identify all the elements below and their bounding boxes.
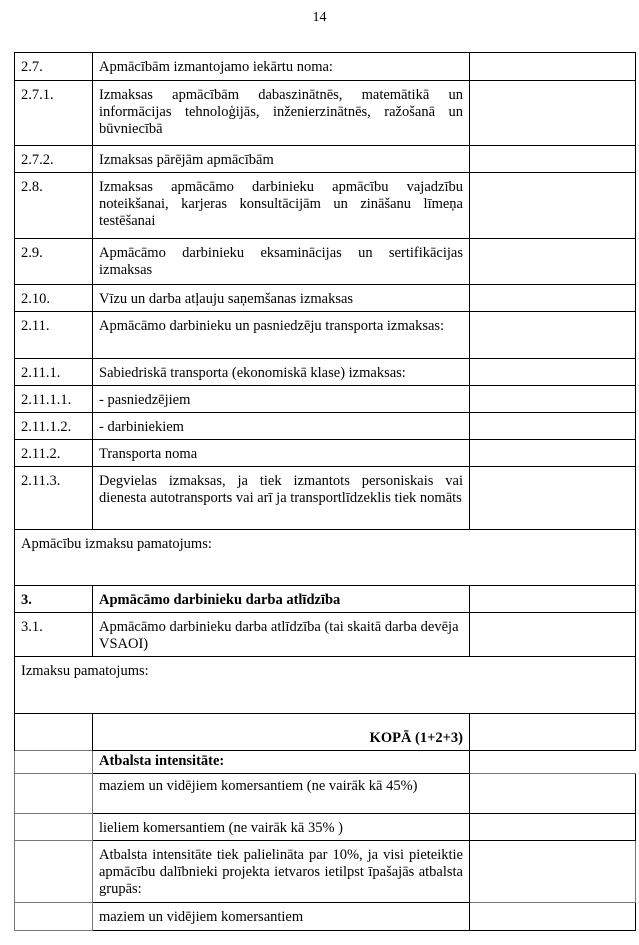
row-text: Apmācāmo darbinieku eksaminācijas un sertifikācijas izmaksas bbox=[93, 239, 470, 285]
blank-cell bbox=[470, 751, 636, 774]
amount-cell bbox=[470, 586, 636, 613]
table-row bbox=[15, 239, 636, 285]
row-number: 2.7.1. bbox=[15, 81, 93, 146]
amount-cell bbox=[470, 285, 636, 312]
row-text: Transporta noma bbox=[93, 440, 470, 467]
amount-cell bbox=[470, 81, 636, 146]
row-number: 3.1. bbox=[15, 613, 93, 657]
blank-cell bbox=[15, 751, 93, 774]
justification-row bbox=[15, 657, 636, 714]
amount-cell bbox=[470, 467, 636, 530]
row-number: 2.11.2. bbox=[15, 440, 93, 467]
table-row bbox=[15, 285, 636, 312]
section-header-row bbox=[15, 586, 636, 613]
cost-justification: Izmaksu pamatojums: bbox=[15, 657, 636, 714]
section-title: Apmācāmo darbinieku darba atlīdzība bbox=[93, 586, 470, 613]
training-justification: Apmācību izmaksu pamatojums: bbox=[15, 530, 636, 586]
row-number: 2.11.1. bbox=[15, 359, 93, 386]
amount-cell bbox=[470, 413, 636, 440]
amount-cell bbox=[470, 386, 636, 413]
justification-row bbox=[15, 530, 636, 586]
intensity-row bbox=[15, 841, 636, 903]
row-number: 2.11.3. bbox=[15, 467, 93, 530]
amount-cell bbox=[470, 903, 636, 931]
intensity-increase: Atbalsta intensitāte tiek palielināta par 10%, ja visi pieteiktie apmācību dalībnieki projekta ietvaros ietilpst īpašajās atbalsta grupās: bbox=[93, 841, 470, 903]
row-text: Apmācībām izmantojamo iekārtu noma: bbox=[93, 53, 470, 81]
row-text: Apmācāmo darbinieku un pasniedzēju transporta izmaksas: bbox=[93, 312, 470, 359]
table-row bbox=[15, 467, 636, 530]
page-number: 14 bbox=[312, 10, 327, 25]
amount-cell bbox=[470, 239, 636, 285]
row-text: - darbiniekiem bbox=[93, 413, 470, 440]
row-number: 2.11. bbox=[15, 312, 93, 359]
intensity-sme: maziem un vidējiem komersantiem (ne vairāk kā 45%) bbox=[93, 774, 470, 814]
row-number: 2.11.1.2. bbox=[15, 413, 93, 440]
intensity-row bbox=[15, 774, 636, 814]
blank-cell bbox=[15, 814, 93, 841]
table-row bbox=[15, 386, 636, 413]
intensity-row bbox=[15, 903, 636, 931]
row-text: Izmaksas apmācāmo darbinieku apmācību vajadzību noteikšanai, karjeras konsultācijām un zināšanu līmeņa testēšanai bbox=[93, 173, 470, 239]
section-number: 3. bbox=[15, 586, 93, 613]
row-number: 2.7. bbox=[15, 53, 93, 81]
amount-cell bbox=[470, 440, 636, 467]
intensity-sme-2: maziem un vidējiem komersantiem bbox=[93, 903, 470, 931]
amount-cell bbox=[470, 53, 636, 81]
amount-cell bbox=[470, 173, 636, 239]
amount-cell bbox=[470, 613, 636, 657]
row-number: 2.7.2. bbox=[15, 146, 93, 173]
blank-cell bbox=[15, 841, 93, 903]
total-label: KOPĀ (1+2+3) bbox=[93, 714, 470, 751]
table-row bbox=[15, 440, 636, 467]
row-text: Izmaksas apmācībām dabaszinātnēs, matemātikā un informācijas tehnoloģijās, inženierzinātnēs, ražošanā un būvniecībā bbox=[93, 81, 470, 146]
table-row bbox=[15, 312, 636, 359]
row-text: Degvielas izmaksas, ja tiek izmantots personiskais vai dienesta autotransports vai arī ja transportlīdzeklis tiek nomāts bbox=[93, 467, 470, 530]
table-row bbox=[15, 413, 636, 440]
cost-table bbox=[14, 52, 636, 931]
intensity-large: lieliem komersantiem (ne vairāk kā 35% ) bbox=[93, 814, 470, 841]
blank-cell bbox=[15, 774, 93, 814]
intensity-title: Atbalsta intensitāte: bbox=[93, 751, 470, 774]
amount-cell bbox=[470, 312, 636, 359]
amount-cell bbox=[470, 146, 636, 173]
amount-cell bbox=[470, 359, 636, 386]
blank-cell bbox=[15, 903, 93, 931]
total-row bbox=[15, 714, 636, 751]
row-number: 2.8. bbox=[15, 173, 93, 239]
total-amount-cell bbox=[470, 714, 636, 751]
amount-cell bbox=[470, 814, 636, 841]
row-number: 2.10. bbox=[15, 285, 93, 312]
intensity-row bbox=[15, 814, 636, 841]
row-number: 2.11.1.1. bbox=[15, 386, 93, 413]
row-text: Vīzu un darba atļauju saņemšanas izmaksas bbox=[93, 285, 470, 312]
row-number: 2.9. bbox=[15, 239, 93, 285]
table-row bbox=[15, 173, 636, 239]
amount-cell bbox=[470, 774, 636, 814]
total-spacer bbox=[15, 714, 93, 751]
blank-cell bbox=[470, 841, 636, 903]
row-text: Sabiedriskā transporta (ekonomiskā klase) izmaksas: bbox=[93, 359, 470, 386]
table-row bbox=[15, 613, 636, 657]
row-text: Izmaksas pārējām apmācībām bbox=[93, 146, 470, 173]
row-text: Apmācāmo darbinieku darba atlīdzība (tai skaitā darba devēja VSAOI) bbox=[93, 613, 470, 657]
table-row bbox=[15, 146, 636, 173]
intensity-title-row bbox=[15, 751, 636, 774]
row-text: - pasniedzējiem bbox=[93, 386, 470, 413]
table-row bbox=[15, 359, 636, 386]
table-row bbox=[15, 81, 636, 146]
table-row bbox=[15, 53, 636, 81]
